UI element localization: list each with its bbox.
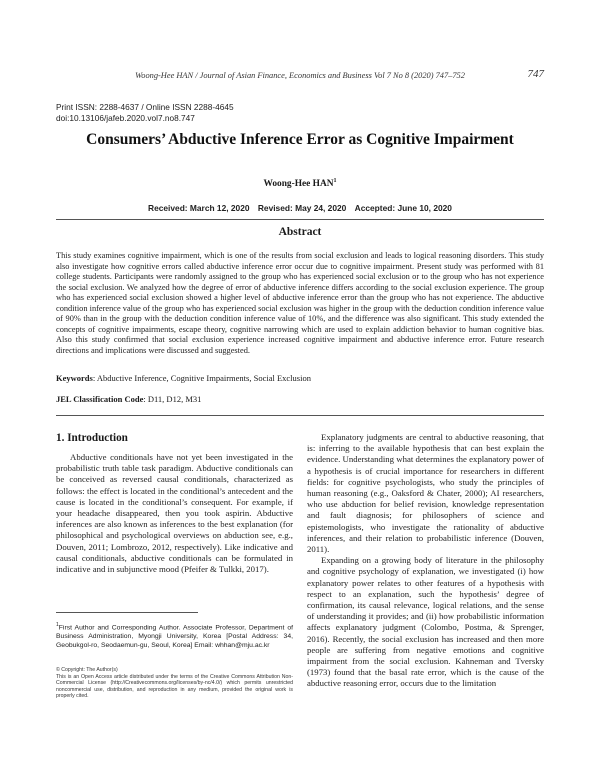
intro-paragraph-2: Explanatory judgments are central to abductive reasoning, that is: inferring to the available hypothesis that can best explain the evidence. Understanding what determines the explanatory power of a hypothesis is of crucial importance for researchers in different fields: for cognitive psychologists, who study the principles of human reasoning (e.g., Oaksford & Chater, 2000); AI researchers, who use abduction for belief revision, knowledge representation and fault diagnosis; for philosophers of science and epistemologists, who investigate the rationality of abductive inferences, and their relation to probabilistic inference (Douven, 2011). [307,432,544,555]
jel-line [56,394,544,404]
abstract-text: This study examines cognitive impairment, which is one of the results from social exclusion and leads to logical reasoning disorders. This study also investigate how cognitive errors called abductive inference error occur due to cognitive impairment. Present study was performed with 81 college students. Participants were randomly assigned to the group who has experienced social exclusion or to the group who has not experience the social exclusion. We analyzed how the degree of error of abductive inference differs according to the social exclusion experience. The group who has experienced social exclusion showed a higher level of abductive inference error than the group who has not experience. The abductive condition inference value of the group who has experienced social exclusion was higher in the group with the deduction condition inference value of 90% than in the group with the deduction condition inference value of 10%, and the difference was also significant. This study extended the concepts of cognitive impairments, escape theory, cognitive narrowing which are used to explain addiction behavior to human cognitive bias. Also this study confirmed that social exclusion experience increased cognitive impairment and abductive inference error. Future research directions and implications were discussed and suggested. [56,251,544,355]
intro-paragraph-1: Abductive conditionals have not yet been investigated in the probabilistic truth table task paradigm. Abductive conditionals can be conceived as reversed causal conditionals, characterized as follows: the effect is located in the conditional’s antecedent and the cause is located in the conditional’s consequent. For example, if your headache disappeared, then you took aspirin. Abductive inferences are also known as inferences to the best explanation (for philosophical and psychological overviews on abduction see, e.g., Douven, 2011; Lombrozo, 2012, respectively). Like indicative and causal conditionals, abductive conditionals can be formulated in indicative and in subjunctive mood (Pfeifer & Tulkki, 2017). [56,452,293,575]
author-footnote [56,621,293,651]
keywords-text: : Abductive Inference, Cognitive Impairments, Social Exclusion [92,373,311,383]
dates-line [40,203,560,213]
author-line [40,178,560,189]
keywords-label: Keywords [56,373,93,383]
jel-text: : D11, D12, M31 [143,394,202,404]
divider-top [56,219,544,220]
intro-paragraph-3: Expanding on a growing body of literature in the philosophy and cognitive psychology of explanation, we investigated (i) how explanatory power relates to other features of a hypothesis with respect to an explanation, such the hypothesis’ degree of confirmation, its causal relevance, logical relations, and the sense of understanding it provides; and (ii) how probabilistic information affects explanatory judgment (Colombo, Postma, & Sprenger, 2016). Recently, the social exclusion has increased and then more people are suffering from negative emotions and cognitive impairment from the social exclusion. Kahneman and Tversky (1973) found that the basal rate error, which is the cause of the abductive reasoning error, occurs due to the limitation [307,555,544,689]
jel-label: JEL Classification Code [56,394,144,404]
page-number: 747 [527,68,544,80]
right-column [307,432,544,690]
footnote-text: First Author and Corresponding Author. Associate Professor, Department of Business Administration, Myongji University, Korea [Postal Address: 34, Geobukgol-ro, Seodaemun-gu, Seoul, Korea] Email: whhan@mju.ac.kr [56,624,293,649]
issn-block [56,102,234,123]
issn-line: Print ISSN: 2288-4637 / Online ISSN 2288-4645 [56,102,234,112]
revised-date: Revised: May 24, 2020 [257,203,347,213]
keywords-line [56,373,544,383]
license-text: This is an Open Access article distributed under the terms of the Creative Commons Attribution Non-Commercial License (http://Creativecommons.org/licenses/by-nc/4.0/) which permits unrestricted noncommercial use, distribution, and reproduction in any medium, provided the original work is properly cited. [56,673,293,700]
received-date: Received: March 12, 2020 [148,203,250,213]
footnote-divider [56,612,198,613]
paper-title: Consumers’ Abductive Inference Error as Cognitive Impairment [86,131,514,148]
divider-bottom [56,415,544,416]
doi-line[interactable]: doi:10.13106/jafeb.2020.vol7.no8.747 [56,112,195,123]
copyright-line: © Copyright: The Author(s) [56,667,118,673]
left-column [56,452,293,575]
footnote-marker: 1 [56,622,59,628]
section-heading-introduction: 1. Introduction [56,432,128,444]
copyright-block [56,667,293,700]
accepted-date: Accepted: June 10, 2020 [354,203,452,213]
running-head: Woong-Hee HAN / Journal of Asian Finance, Economics and Business Vol 7 No 8 (2020) 747–752 [135,71,465,80]
author-footnote-marker: 1 [333,178,337,184]
author-name: Woong-Hee HAN [263,179,334,190]
abstract-heading: Abstract [278,226,322,238]
